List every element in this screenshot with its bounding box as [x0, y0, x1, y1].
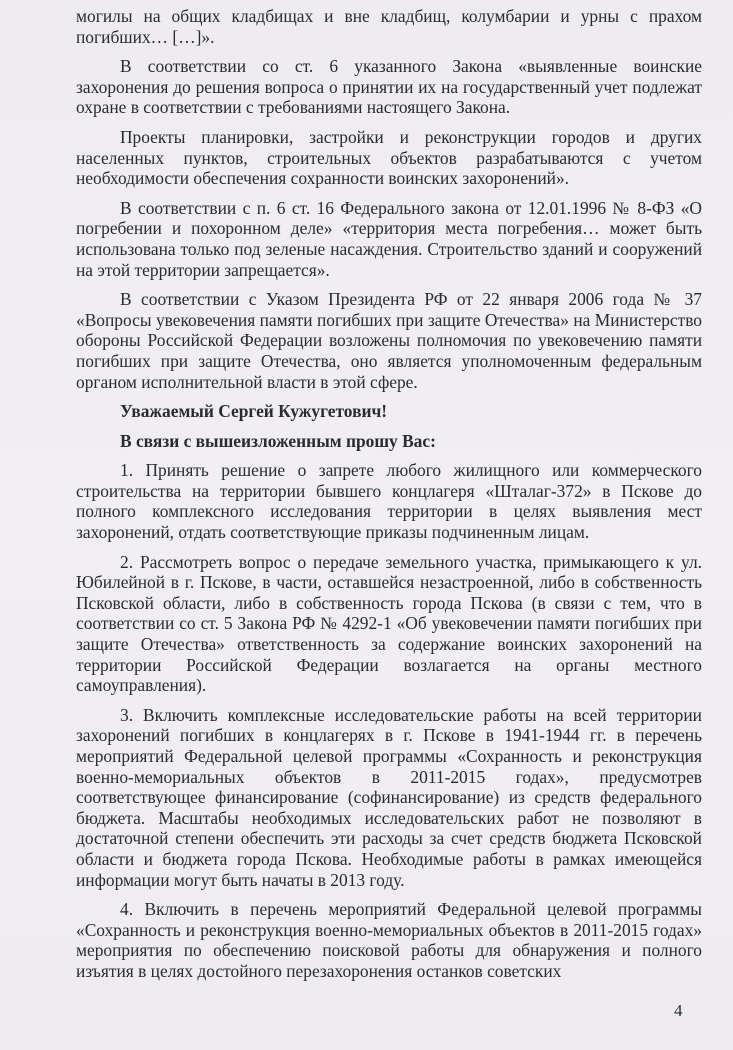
- paragraph-continuation: могилы на общих кладбищах и вне кладбищ, колумбарии и урны с прахом погибших… […]».: [76, 6, 702, 47]
- document-body: [76, 6, 702, 991]
- paragraph-article-6: В соответствии со ст. 6 указанного Закона «выявленные воинские захоронения до решения вопроса о принятии их на государственный учет подлежат охране в соответствии с требованиями настоящего Закона.: [76, 56, 702, 118]
- request-item-4: 4. Включить в перечень мероприятий Федеральной целевой программы «Сохранность и реконструкция военно-мемориальных объектов в 2011-2015 годах» мероприятия по обеспечению поисковой работы для обнаружения и полного изъятия в целях достойного перезахоронения останков советских: [76, 899, 702, 981]
- page-number: 4: [674, 1001, 683, 1020]
- request-item-1: 1. Принять решение о запрете любого жилищного или коммерческого строительства на территории бывшего концлагеря «Шталаг-372» в Пскове до полного комплексного исследования территории в целях выявления мест захоронений, отдать соответствующие приказы подчиненным лицам.: [76, 460, 702, 543]
- salutation: Уважаемый Сергей Кужугетович!: [120, 401, 388, 422]
- request-item-3: 3. Включить комплексные исследовательские работы на всей территории захоронений погибших в концлагерях в г. Пскове в 1941-1944 гг. в перечень мероприятий Федеральной целевой программы «Сохранность и реконструкция военно-мемориальных объектов в 2011-2015 годах», предусмотрев соответствующее финансирование (софинансирование) из средств федерального бюджета. Масштабы необходимых исследовательских работ не позволяют в достаточной степени обеспечить эти расходы за счет средств бюджета Псковской области и бюджета города Пскова. Необходимые работы в рамках имеющейся информации могут быть начаты в 2013 году.: [76, 704, 702, 890]
- request-intro: В связи с вышеизложенным прошу Вас:: [120, 430, 436, 451]
- paragraph-presidential-decree: В соответствии с Указом Президента РФ от 22 января 2006 года № 37 «Вопросы увековечения памяти погибших при защите Отечества» на Министерство обороны Российской Федерации возложены полномочия по увековечению памяти погибших при защите Отечества, оно является уполномоченным федеральным органом исполнительной власти в этой сфере.: [76, 289, 702, 392]
- request-item-2: 2. Рассмотреть вопрос о передаче земельного участка, примыкающего к ул. Юбилейной в г. Пскове, в части, оставшейся незастроенной, либо в собственность Псковской области, либо в собственность города Пскова (в связи с тем, что в соответствии со ст. 5 Закона РФ № 4292-1 «Об увековечении памяти погибших при защите Отечества» ответственность за содержание воинских захоронений на территории Российской Федерации возлагается на органы местного самоуправления).: [76, 551, 702, 696]
- paragraph-planning-projects: Проекты планировки, застройки и реконструкции городов и других населенных пунктов, строительных объектов разрабатываются с учетом необходимости обеспечения сохранности воинских захоронений».: [76, 126, 702, 189]
- paragraph-federal-law-8fz: В соответствии с п. 6 ст. 16 Федерального закона от 12.01.1996 № 8-ФЗ «О погребении и похоронном деле» «территория места погребения… может быть использована только под зеленые насаждения. Строительство зданий и сооружений на этой территории запрещается».: [76, 197, 702, 280]
